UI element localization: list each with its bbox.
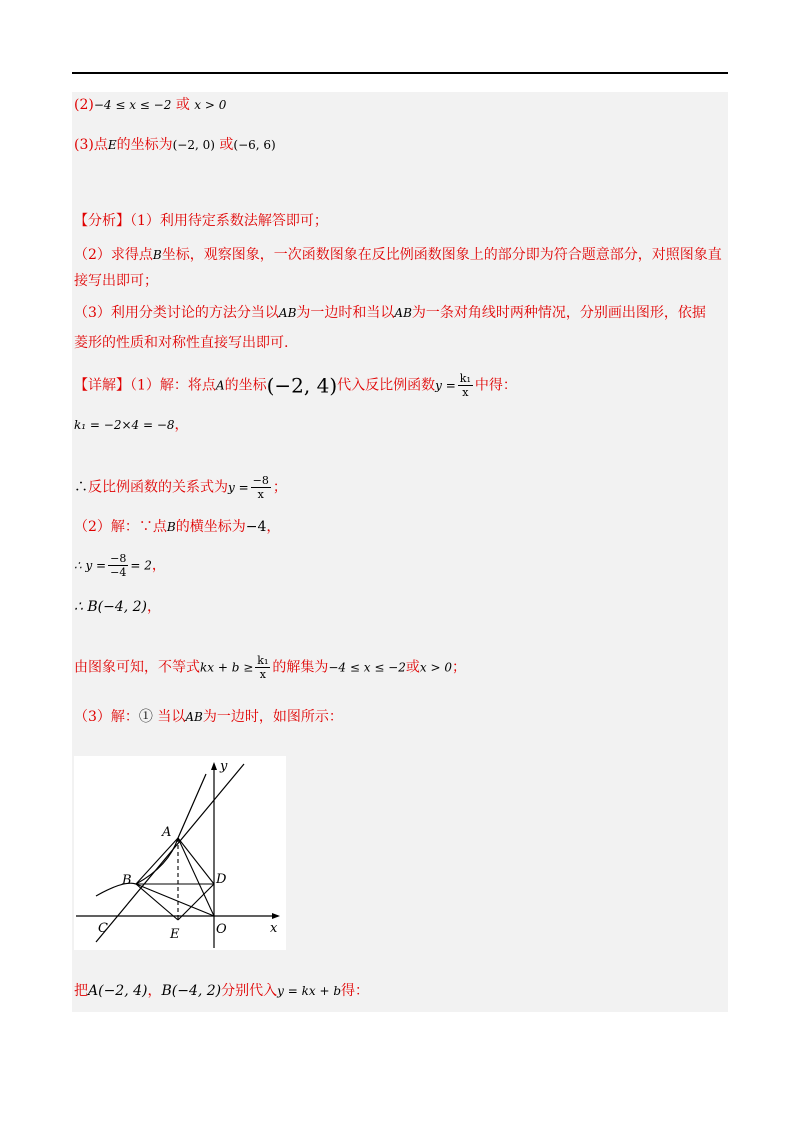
hyperbola-curve: [96, 774, 206, 896]
x-axis-arrow: [272, 913, 280, 919]
y-value-line: ∴ y = $\frac{-8}{-4}$ = 2，: [74, 552, 166, 579]
answer-2-ineq1: −4 ≤ x ≤ −2: [93, 98, 172, 112]
y-axis-arrow: [211, 762, 217, 770]
point-b-line: ∴ B(−4, 2)，: [74, 599, 162, 615]
label-C: C: [98, 921, 108, 936]
analysis-line-5: 菱形的性质和对称性直接写出即可.: [74, 335, 289, 351]
label-A: A: [162, 825, 172, 840]
fraction-k1-over-x: $\frac{\text{k₁}}{x}$: [459, 372, 471, 399]
k1-equation: k₁ = −2×4 = −8，: [74, 417, 189, 433]
label-y: y: [220, 759, 228, 774]
analysis-line-3: 接写出即可；: [74, 273, 158, 289]
answer-3: (3)点E的坐标为(−2, 0) 或(−6, 6): [74, 137, 276, 153]
fraction-neg8-over-x: $\frac{-8}{x}$: [252, 474, 269, 501]
answer-2-ineq2: x > 0: [194, 98, 227, 112]
inequality-solution-line: 由图象可知，不等式kx + b ≥ $\frac{\text{k₁}}{x}$ 的解集为−4 ≤ x ≤ −2或x > 0；: [74, 654, 466, 681]
analysis-heading: 【分析】: [74, 213, 130, 229]
segment-BO: [136, 884, 214, 916]
label-x: x: [270, 921, 278, 936]
detail-heading: 【详解】: [74, 377, 130, 394]
header-rule: [72, 72, 728, 74]
substitution-line: 把A(−2, 4)，B(−4, 2)分别代入y = kx + b得：: [74, 983, 370, 999]
analysis-line-1: 【分析】（1）利用待定系数法解答即可；: [74, 213, 328, 229]
segment-BE: [136, 884, 178, 920]
fraction-k1-over-x-2: $\frac{\text{k₁}}{x}$: [257, 654, 269, 681]
label-O: O: [216, 922, 227, 937]
label-D: D: [216, 872, 227, 887]
detail-line-2: （2）解：∵点B的横坐标为−4，: [74, 519, 281, 535]
relation-line: ∴反比例函数的关系式为y = $\frac{-8}{x}$ ；: [74, 474, 287, 501]
label-E: E: [170, 927, 180, 942]
rhombus-figure: [74, 756, 286, 950]
detail-line-3: （3）解：① 当以AB为一边时，如图所示：: [74, 709, 343, 725]
answer-3-coord2: (−6, 6): [233, 138, 276, 152]
label-B: B: [122, 873, 132, 888]
fraction-neg8-over-neg4: $\frac{-8}{-4}$: [110, 552, 127, 579]
linear-function-line: [96, 764, 244, 942]
answer-2: (2)−4 ≤ x ≤ −2 或 x > 0: [74, 97, 227, 113]
segment-AB: [136, 838, 178, 884]
segment-ED: [178, 884, 214, 920]
analysis-line-2: （2）求得点B坐标，观察图象，一次函数图象在反比例函数图象上的部分即为符合题意部分，对照图象直: [74, 247, 722, 263]
answer-3-coord1: (−2, 0): [172, 138, 215, 152]
rhombus-figure-svg: [74, 756, 286, 950]
analysis-line-4: （3）利用分类讨论的方法分当以AB为一边时和当以AB为一条对角线时两种情况，分别画出图形，依据: [74, 305, 706, 321]
detail-line-1: 【详解】（1）解：将点A的坐标(−2, 4)代入反比例函数y = $\frac{\text{k₁}}{x}$ 中得：: [74, 372, 517, 399]
